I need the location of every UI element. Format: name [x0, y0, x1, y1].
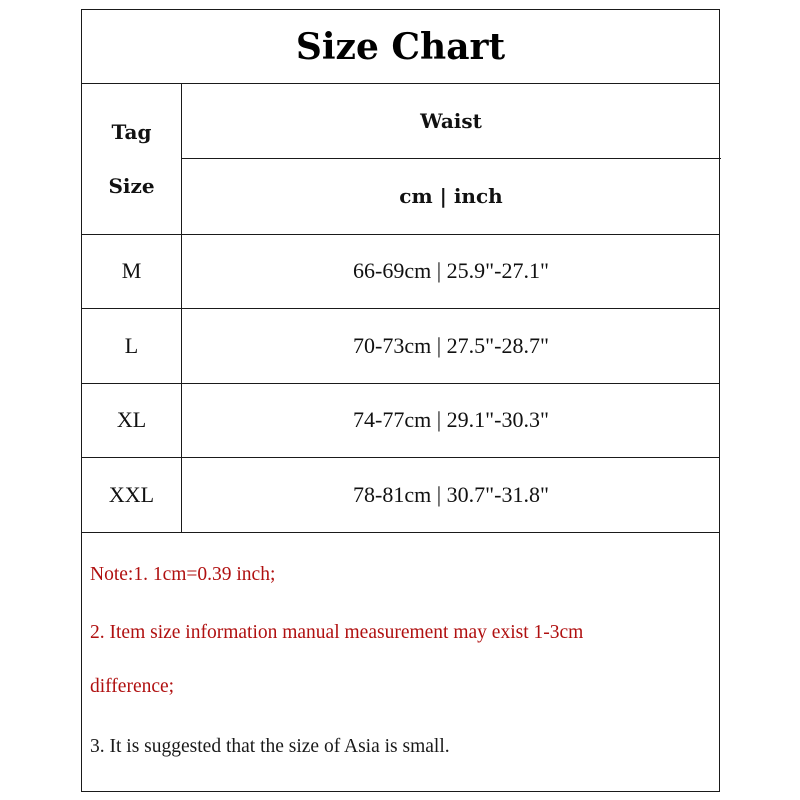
waist-header: Waist — [420, 109, 482, 133]
tag-size-header-line2: Size — [108, 174, 155, 198]
size-cell: M — [121, 258, 142, 283]
notes-divider — [82, 532, 719, 533]
note-line-3: difference; — [90, 676, 175, 697]
tag-size-header — [82, 84, 181, 234]
size-chart-table — [81, 9, 720, 792]
note-line-4: 3. It is suggested that the size of Asia is small. — [90, 736, 450, 757]
waist-cell: 78-81cm | 30.7"-31.8" — [353, 481, 549, 507]
units-header: cm | inch — [399, 184, 503, 208]
waist-cell: 66-69cm | 25.9"-27.1" — [353, 258, 549, 283]
size-cell: L — [124, 332, 139, 358]
waist-cell: 74-77cm | 29.1"-30.3" — [353, 407, 549, 432]
size-cell: XL — [116, 407, 147, 432]
note-line-1: Note:1. 1cm=0.39 inch; — [90, 564, 276, 585]
waist-cell: 70-73cm | 27.5"-28.7" — [353, 332, 549, 358]
tag-size-header-line1: Tag — [111, 120, 152, 144]
page-title: Size Chart — [82, 10, 719, 84]
size-cell: XXL — [108, 481, 155, 507]
note-line-2: 2. Item size information manual measurement may exist 1-3cm — [90, 622, 584, 643]
